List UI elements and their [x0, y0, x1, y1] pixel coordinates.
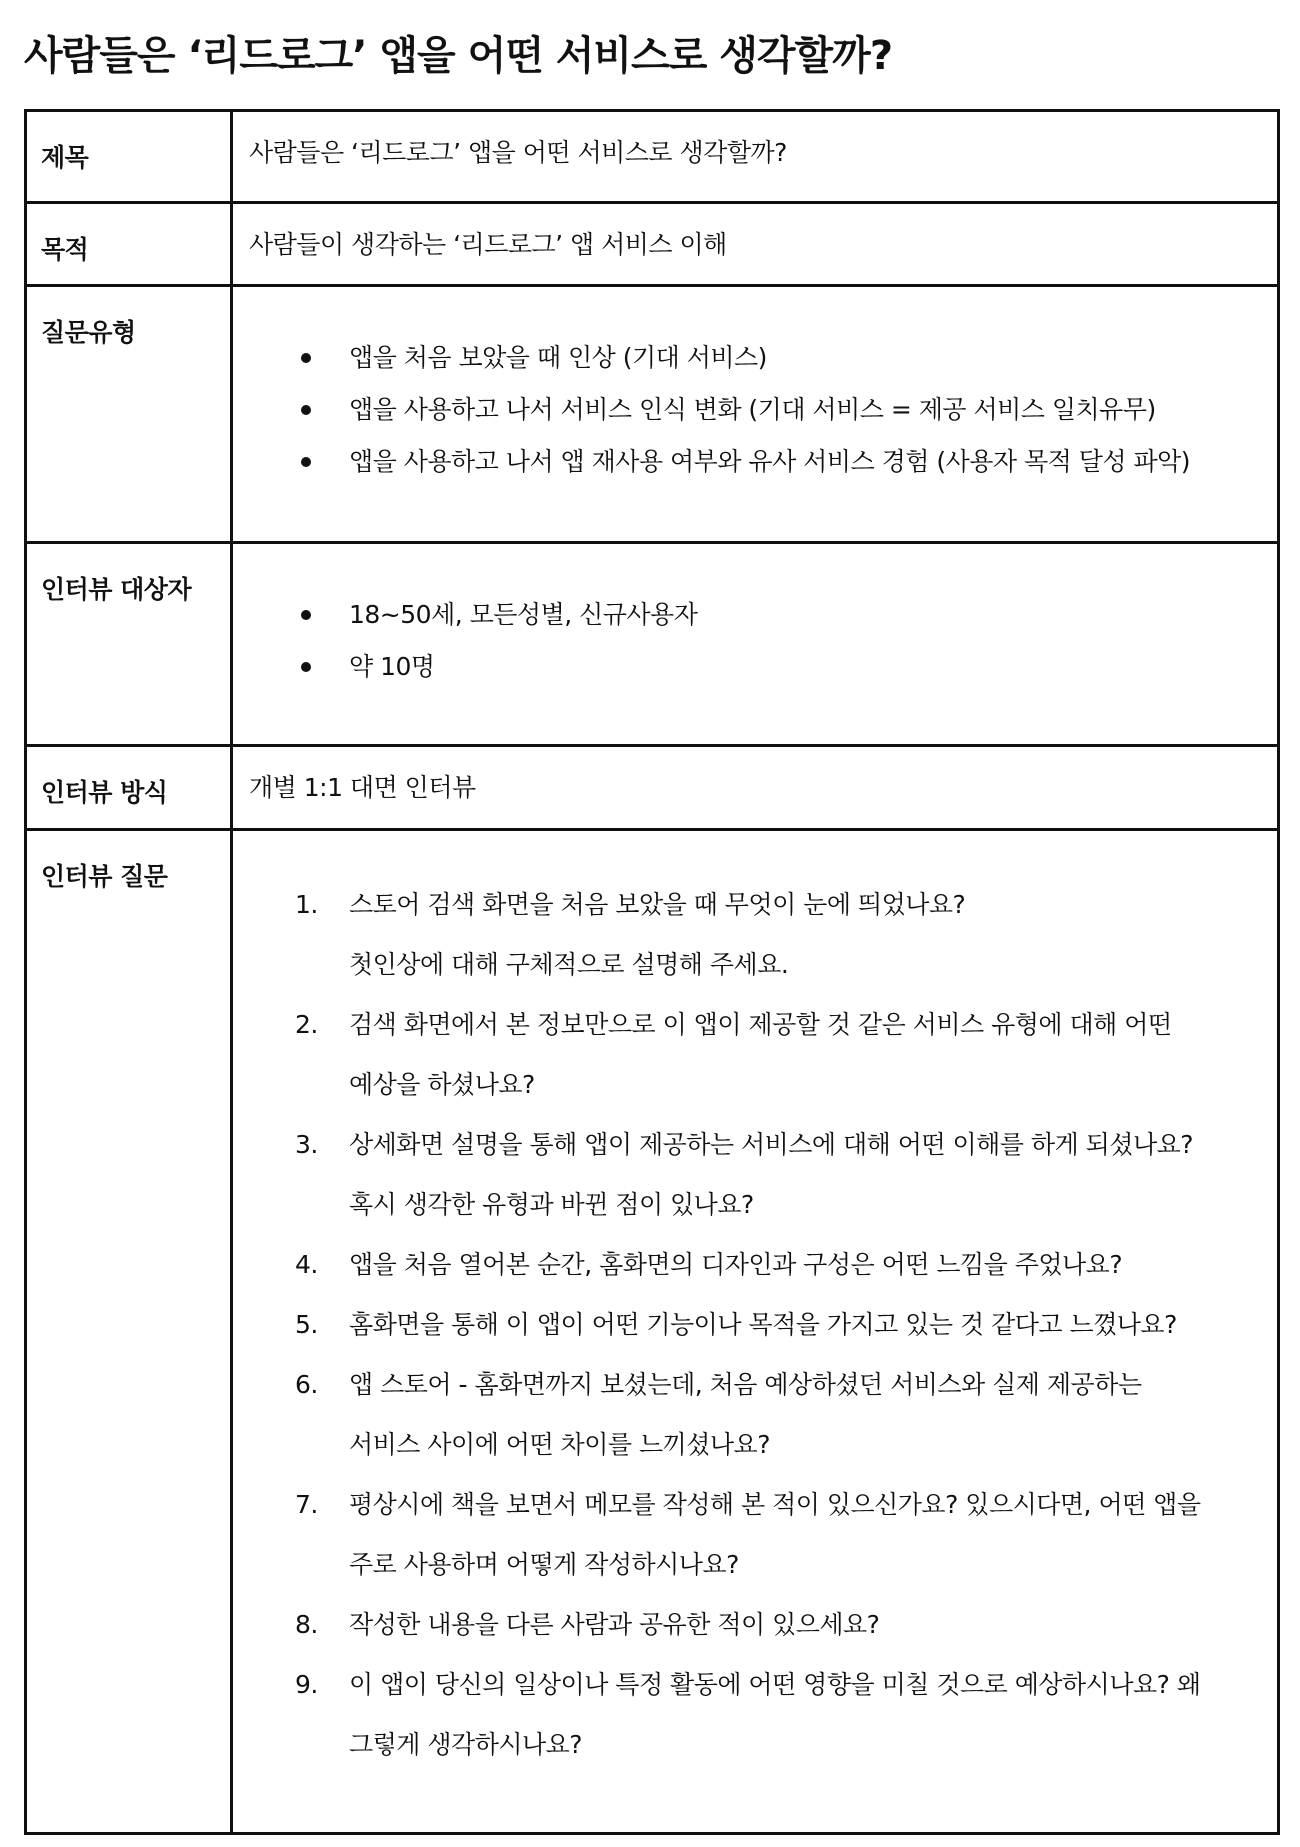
table-row-target — [26, 543, 1279, 746]
table-row-purpose — [26, 203, 1279, 286]
list-item — [249, 1655, 1277, 1775]
target-list — [249, 600, 1277, 682]
row-label-purpose: 목적 — [26, 203, 232, 286]
row-value-method: 개별 1:1 대면 인터뷰 — [232, 746, 1279, 830]
question-number: 3. — [295, 1130, 318, 1159]
question-text: 앱을 처음 열어본 순간, 홈화면의 디자인과 구성은 어떤 느낌을 주었나요? — [349, 1250, 1123, 1279]
row-value-target — [232, 543, 1279, 746]
list-item — [249, 1595, 1277, 1655]
row-label-title: 제목 — [26, 111, 232, 203]
row-value-purpose: 사람들이 생각하는 ‘리드로그’ 앱 서비스 이해 — [232, 203, 1279, 286]
question-text: 이 앱이 당신의 일상이나 특정 활동에 어떤 영향을 미칠 것으로 예상하시나요? 왜 그렇게 생각하시나요? — [349, 1670, 1201, 1759]
list-item: 앱을 사용하고 나서 서비스 인식 변화 (기대 서비스 = 제공 서비스 일치유무) — [249, 395, 1277, 425]
question-text: 앱 스토어 - 홈화면까지 보셨는데, 처음 예상하셨던 서비스와 실제 제공하는 서비스 사이에 어떤 차이를 느끼셨나요? — [349, 1370, 1142, 1459]
question-text: 검색 화면에서 본 정보만으로 이 앱이 제공할 것 같은 서비스 유형에 대해 어떤 예상을 하셨나요? — [349, 1010, 1172, 1099]
list-item: 앱을 사용하고 나서 앱 재사용 여부와 유사 서비스 경험 (사용자 목적 달성 파악) — [249, 447, 1277, 477]
list-item — [249, 875, 1277, 995]
question-text: 홈화면을 통해 이 앱이 어떤 기능이나 목적을 가지고 있는 것 같다고 느꼈나요? — [349, 1310, 1177, 1339]
row-value-title: 사람들은 ‘리드로그’ 앱을 어떤 서비스로 생각할까? — [232, 111, 1279, 203]
list-item — [249, 1235, 1277, 1295]
row-label-question-type: 질문유형 — [26, 286, 232, 543]
question-number: 1. — [295, 890, 318, 919]
question-number: 6. — [295, 1370, 318, 1399]
table-row-method — [26, 746, 1279, 830]
question-number: 9. — [295, 1670, 318, 1699]
list-item — [249, 995, 1277, 1115]
list-item — [249, 1295, 1277, 1355]
row-label-questions: 인터뷰 질문 — [26, 830, 232, 1834]
list-item — [249, 1115, 1277, 1235]
list-item — [249, 1475, 1277, 1595]
question-type-list — [249, 343, 1277, 477]
row-label-target: 인터뷰 대상자 — [26, 543, 232, 746]
list-item: 약 10명 — [249, 652, 1277, 682]
page-title: 사람들은 ‘리드로그’ 앱을 어떤 서비스로 생각할까? — [24, 33, 893, 79]
row-value-questions — [232, 830, 1279, 1834]
list-item: 앱을 처음 보았을 때 인상 (기대 서비스) — [249, 343, 1277, 373]
interview-plan-table — [24, 109, 1280, 1835]
list-item — [249, 1355, 1277, 1475]
row-label-method: 인터뷰 방식 — [26, 746, 232, 830]
question-text: 상세화면 설명을 통해 앱이 제공하는 서비스에 대해 어떤 이해를 하게 되셨나요? 혹시 생각한 유형과 바뀐 점이 있나요? — [349, 1130, 1194, 1219]
question-number: 8. — [295, 1610, 318, 1639]
list-item: 18~50세, 모든성별, 신규사용자 — [249, 600, 1277, 630]
question-text: 작성한 내용을 다른 사람과 공유한 적이 있으세요? — [349, 1610, 880, 1639]
question-number: 5. — [295, 1310, 318, 1339]
interview-question-list — [249, 875, 1277, 1775]
question-number: 2. — [295, 1010, 318, 1039]
table-row-question-type — [26, 286, 1279, 543]
question-text: 스토어 검색 화면을 처음 보았을 때 무엇이 눈에 띄었나요? 첫인상에 대해 구체적으로 설명해 주세요. — [349, 890, 966, 979]
question-number: 7. — [295, 1490, 318, 1519]
row-value-question-type — [232, 286, 1279, 543]
question-number: 4. — [295, 1250, 318, 1279]
question-text: 평상시에 책을 보면서 메모를 작성해 본 적이 있으신가요? 있으시다면, 어떤 앱을 주로 사용하며 어떻게 작성하시나요? — [349, 1490, 1201, 1579]
table-row-questions — [26, 830, 1279, 1834]
table-row-title — [26, 111, 1279, 203]
